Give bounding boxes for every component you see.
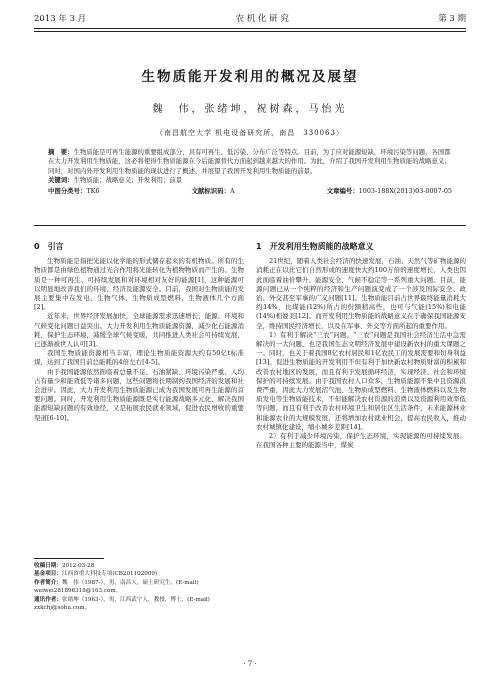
running-header [34, 12, 466, 26]
page-number: · 7 · [243, 660, 257, 668]
keywords-label: 关键词： [48, 176, 74, 185]
abstract-label: 摘 要： [48, 148, 74, 156]
author-bio-text: 魏 伟（1987-），男，南昌人，硕士研究生，(E-mail) weiwei281896318@163.com。 [34, 579, 199, 595]
clc-label: 中图分类号： [48, 186, 87, 195]
footnote-rule [34, 558, 104, 559]
keywords-text: 生物质能；战略意义；开发利用；前景 [73, 176, 183, 185]
abstract-text: 生物质能是可再生能源的重要组成部分，具有可再生、低污染、分布广泛等特点。目前，为了应对能源短缺，环境污染等问题，各国都在大力开发利用生物质能，这必将使得生物质能源在今后能源替代方面起到越来越大的作用。为此，介绍了我国开发利用生物质能的战略意义；同时，对国内外开发利用生物质能的现状进行了概述，并展望了我国开发利用生物质能的前景。 [48, 148, 451, 175]
right-column [256, 242, 466, 450]
header-date: 2013 年 3 月 [34, 14, 87, 24]
article-no-value: 1003-188X(2013)03-0007-05 [358, 186, 452, 195]
section-heading-1: 1 开发利用生物质能的战略意义 [256, 242, 374, 251]
doc-code-label: 文献标识码： [191, 186, 230, 195]
paper-authors: 魏 伟，张绪坤，祝树森，马怡光 [152, 104, 348, 115]
doc-code-value: A [229, 186, 235, 195]
header-rule [34, 28, 466, 29]
paper-title: 生物质能开发利用的概况及展望 [141, 69, 359, 85]
received-date: 2012-03-28 [61, 563, 95, 569]
fund-label: 基金项目： [34, 571, 62, 578]
header-journal: 农 机 化 研 究 [235, 14, 289, 24]
paragraph: 我国生物质能资源相当丰富，理论生物质能资源大约有50亿t标准煤，达到了我国目前总能耗的4倍左右[4-5]。 [34, 349, 244, 367]
footnotes [34, 562, 244, 612]
paragraph: 21世纪，随着人类社会经济的快速发展，石油、天然气等矿物能源的消耗正在以比它们自然形成的速度快大约100万倍的速度增长，人类也因此面临着油价攀升、能源安全、气候不稳定等一系列重大问题。目前，能源问题已从一个纯粹的经济和生产问题演变成了一个涉及国际安全、政治、外交甚至军事的广义问题[11]。生物质能目前占世界最终能量消耗大约14%，比煤能(12%)所占的份额稍高些，也可与气能(15%)和电能(14%)相媲美[12]。而开发利用生物质能的战略意义在于确保我国能源安全，维持国民经济增长，以及在军事、外交等方面所起的重要作用。 [256, 257, 466, 330]
received-label: 收稿日期： [34, 563, 62, 569]
paragraph: 2）有利于减少环境污染，保护生态环境，实现能源的可持续发展。在我国各种主要的能源当中，煤炭 [256, 432, 466, 450]
fund-text: 江西省重大科技专项(CB201102009) [61, 571, 158, 578]
paragraph: 1）有利于解决“三农”问题。“三农”问题是我国社会经济生活中急需解决的一大问题，也是我国生态文明经济发展中建设新农村的重大课题之一。同时，也关于着我国8亿农村居民和1亿农民工的发展需要和切身利益[13]。促进生物质能的开发利用不但有利于加快新农村物质财富的积累和改善农村地区的发展，而且有利于发展循环经济，实现经济、社会和环境保护的可持续发展。由于我国农村人口众多，生物质能源不集中且资源浪费严重，因此大力发展沼气池、生物质成型燃料、生物液体燃料以及生物质发电等生物质能技术，不但能解决农村资源的浪费以及资源利用效率低等问题，而且有利于改善农村环境卫生和居住区生活条件，未来能源林业和能源农业的大规模发展，还将增加农村就业机会，提高农民收入，推动农村城镇化建设，缩小城乡差距[14]。 [256, 330, 466, 431]
classification-row [48, 187, 452, 196]
paragraph: 由于我国能源依然面临着总量不足、石油紧缺、环境污染严重、人均占有量少和能效低等诸多问题，这些问题将长期制约我国经济的发展和社会进步。因此，大力开发利用生物质能源已成为我国发展可再生能源的首要问题。同时，开发利用生物质能源既是实行能源战略多元化、解决我国能源短缺问题的有效途径，又是拓展农民就业领域，促进农民增收的重要渠道[6-10]。 [34, 367, 244, 422]
article-no-label: 文章编号： [326, 186, 359, 195]
abstract-divider [34, 225, 466, 226]
clc-value: TK6 [86, 186, 100, 195]
abstract [48, 148, 452, 176]
header-rule-thin [34, 31, 466, 32]
paragraph: 生物质能是指把光能以化学能的形式储存起来的有机物质。所有的生物质都是由绿色植物通过光合作用将光能转化为植物物质而产生的。生物质是一种可再生、可持续发展和对环境相对友好的能源[1]，这种能源可以明显地改善我们的环境、经济及能源安全。目前，我国对生物质能的发展主要集中在发电、生物气体、生物质成型燃料、生物液体几个方面[2]。 [34, 257, 244, 312]
section-heading-intro: 0 引言 [34, 242, 64, 251]
left-column [34, 242, 244, 423]
corresponding-label: 通讯作者： [34, 596, 62, 603]
keywords [48, 176, 452, 185]
corresponding-text: 张绪坤（1963-），男，江西武宁人，教授，博士，(E-mail) zxkchj@sohu.com。 [34, 596, 210, 612]
header-issue: 第 3 期 [438, 14, 466, 24]
paragraph: 近年来，世界经济发展加快，全球能源需求迅速增长，能源、环境和气候变化问题日益突出。大力开发利用生物质能源资源，减少化石能源消耗，保护生态环境，减缓全球气候变暖，共同推进人类社会可持续发展，已逐渐被世人认可[3]。 [34, 312, 244, 349]
author-bio-label: 作者简介： [34, 579, 62, 586]
abstract-block [48, 148, 452, 196]
paper-affiliation: （南昌航空大学 机电设备研究所，南昌 330063） [156, 129, 344, 137]
